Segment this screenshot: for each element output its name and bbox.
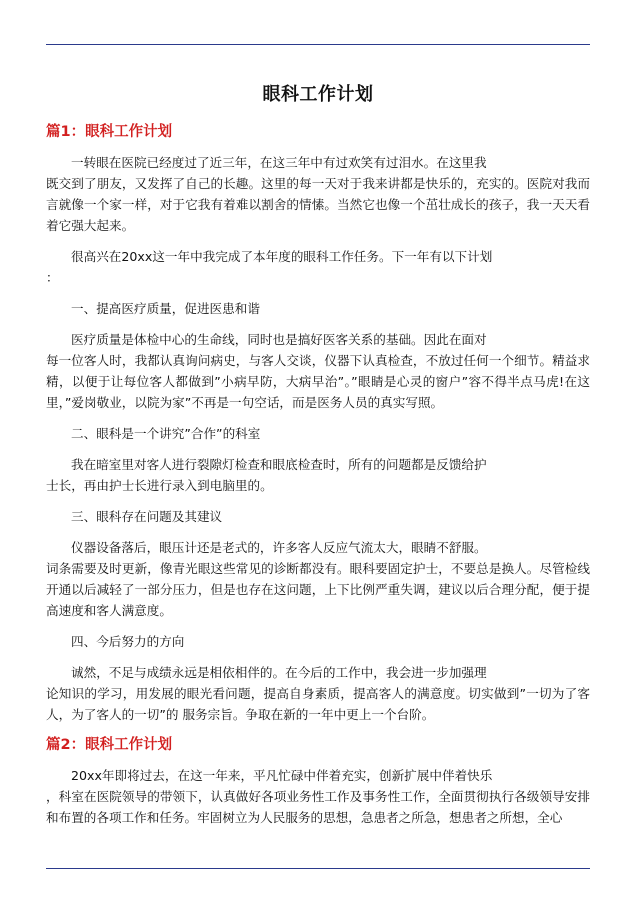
subheading-3: 三、眼科存在问题及其建议 (71, 509, 223, 524)
paragraph-line: ： (46, 270, 59, 285)
section-1-paragraph-3 (46, 329, 590, 413)
paragraph-line: ，科室在医院领导的带领下，认真做好各项业务性工作及事务性工作，全面贯彻执行各级领导安排和布置的各项工作和任务。牢固树立为人民服务的思想，急患者之所急，想患者之所想，全心 (46, 789, 590, 825)
paragraph-line: 仪器设备落后，眼压计还是老式的，许多客人反应气流太大，眼睛不舒服。 (71, 540, 487, 555)
subheading-4: 四、今后努力的方向 (71, 634, 185, 649)
document-title: 眼科工作计划 (262, 84, 374, 105)
header-rule (46, 44, 590, 45)
section-1-paragraph-4 (46, 454, 590, 496)
section-1-paragraph-5 (46, 537, 590, 621)
section-1-paragraph-2 (46, 246, 590, 288)
paragraph-line: 一转眼在医院已经度过了近三年，在这三年中有过欢笑有过泪水。在这里我 (71, 155, 487, 170)
paragraph-line: 论知识的学习，用发展的眼光看问题，提高自身素质，提高客人的满意度。切实做到”一切为了客人，为了客人的一切”的 服务宗旨。争取在新的一年中更上一个台阶。 (46, 686, 590, 722)
section-1-paragraph-1 (46, 152, 590, 236)
paragraph-line: 既交到了朋友，又发挥了自己的长趣。这里的每一天对于我来讲都是快乐的，充实的。医院对我而言就像一个家一样，对于它我有着难以割舍的情愫。当然它也像一个茁壮成长的孩子，我一天天看着它强大起来。 (46, 176, 590, 233)
section-1-title: 篇1：眼科工作计划 (46, 124, 173, 140)
paragraph-line: 我在暗室里对客人进行裂隙灯检查和眼底检查时，所有的问题都是反馈给护 (71, 457, 487, 472)
paragraph-line: 每一位客人时，我都认真询问病史，与客人交谈，仪器下认真检查，不放过任何一个细节。精益求精，以便于让每位客人都做到”小病早防，大病早治”。”眼睛是心灵的窗户”容不得半点马虎!在这里，”爱岗敬业，以院为家”不再是一句空话，而是医务人员的真实写照。 (46, 353, 590, 410)
subheading-2: 二、眼科是一个讲究”合作”的科室 (71, 426, 261, 441)
paragraph-line: 词条需要及时更新，像青光眼这些常见的诊断都没有。眼科要固定护士，不要总是换人。尽管检线开通以后减轻了一部分压力，但是也存在这问题，上下比例严重失调，建议以后合理分配，便于提高速度和客人满意度。 (46, 561, 590, 618)
section-2-paragraph-1 (46, 765, 590, 828)
document-body (46, 80, 590, 838)
subheading-1: 一、提高医疗质量，促进医患和谐 (71, 301, 260, 316)
paragraph-line: 士长，再由护士长进行录入到电脑里的。 (46, 478, 273, 493)
section-2-title: 篇2：眼科工作计划 (46, 737, 173, 753)
section-1-paragraph-6 (46, 662, 590, 725)
paragraph-line: 很高兴在20xx这一年中我完成了本年度的眼科工作任务。下一年有以下计划 (71, 249, 493, 264)
footer-rule (46, 868, 590, 869)
paragraph-line: 医疗质量是体检中心的生命线，同时也是搞好医客关系的基础。因此在面对 (71, 332, 487, 347)
paragraph-line: 诚然，不足与成绩永远是相依相伴的。在今后的工作中，我会进一步加强理 (71, 665, 487, 680)
paragraph-line: 20xx年即将过去，在这一年来，平凡忙碌中伴着充实，创新扩展中伴着快乐 (71, 768, 493, 783)
